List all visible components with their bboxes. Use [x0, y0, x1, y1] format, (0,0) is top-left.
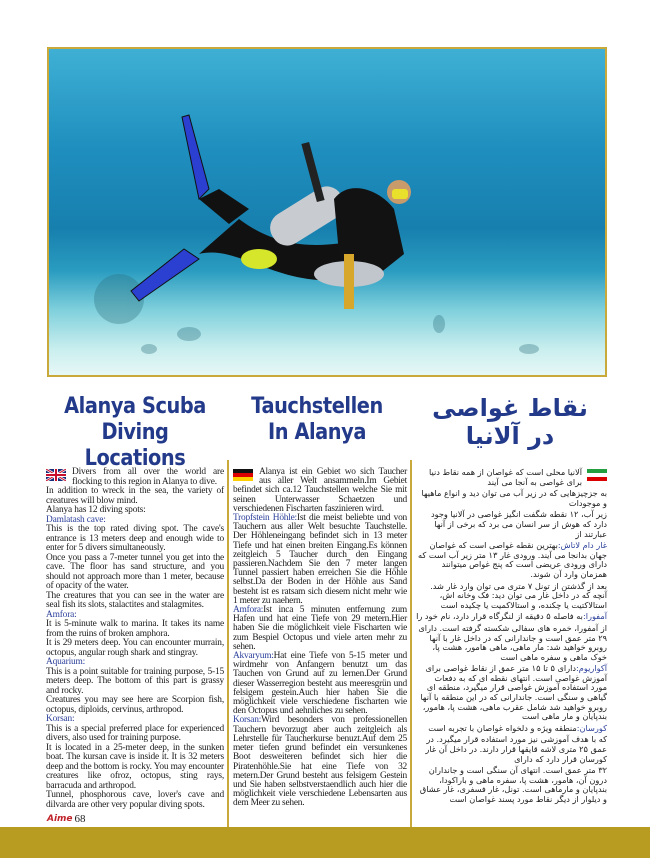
heading-line: Alanya Scuba: [64, 394, 206, 419]
location-subheading: Amfora:: [233, 605, 264, 616]
location-subheading: کورسان:: [576, 722, 607, 733]
page-number: 68: [74, 813, 86, 825]
paragraph: [46, 554, 224, 592]
paragraph-text: از آمفورا، خمره های سفالی شکسته گرفته است. دارای ۲۹ متر عمق است و جاندارانی که در داخل غار با آنها روبرو خواهید شد: مار ماهی، ماهی هامور، هشت پا، خوک ماهی و سفره ماهی است: [418, 622, 607, 662]
iran-flag-icon: [587, 469, 607, 481]
paragraph-text: This is a special preferred place for experienced divers, also used for training purpose.: [46, 723, 224, 743]
paragraph: [233, 514, 407, 606]
paragraph-text: به جزچیزهایی که در زیر آب می توان دید و انواع ماهیها و موجودات: [421, 488, 607, 508]
paragraph-text: ۳۲ متر عمق است. انتهای آن سنگی است و جانداران درون آن، هامور، هشت پا، سفره ماهی و باراکودا، بندپایان و مارماهی است. تونل، غار فسفری، غار عشاق و دیلوار از دیگر نقاط مورد پسند غواصان است: [419, 765, 607, 804]
paragraph-text: به فاصله ۵ دقیقه از لنگرگاه قرار دارد، نام خود را: [416, 611, 583, 622]
column-divider: [410, 460, 412, 828]
paragraph: [416, 664, 607, 722]
paragraph: [233, 606, 407, 652]
location-subheading: آکواریوم:: [576, 663, 607, 674]
paragraph: [46, 468, 224, 487]
paragraph: [46, 592, 224, 611]
paragraph: [416, 624, 607, 662]
heading-line: In Alanya: [268, 420, 366, 445]
paragraph: [416, 510, 607, 539]
diver-illustration: [49, 49, 605, 375]
paragraph: [46, 639, 224, 658]
column-divider: [227, 460, 229, 828]
paragraph-text: آلانیا محلی است که غواصان از همه نقاط دنیا برای غواصی به آنجا می آیند: [429, 467, 582, 487]
heading-line: Diving Locations: [84, 420, 186, 471]
paragraph-text: دارای ۵ تا ۱۵ متر عمق از نقاط غواصی برای آموزش غواصی است. انتهای نقطه ای که به دفعات مورد استفاده آموزش غواصی قرار میگیرد، منطقه ای گیاهی و سنگی است. جاندارانی که در این منطقه با آنها روبرو خواهید شد شامل عقرب ماهی، هشت پا، هامور، بندپایان و مار ماهی است: [420, 663, 607, 722]
heading-line: نقاط غواصی: [432, 394, 588, 422]
paragraph-text: It is 29 meters deep. You can encounter murrain, octopus, angular rough shark and stingray.: [46, 638, 224, 658]
paragraph: [46, 744, 224, 792]
paragraph: [233, 716, 407, 808]
uk-flag-icon: [46, 469, 66, 481]
location-subheading: آمفورا:: [582, 611, 607, 622]
paragraph-text: Alanya has 12 diving spots:: [46, 505, 146, 515]
paragraph-text: The creatures that you can see in the water are seal fish its slots, stalactites and stalagmites.: [46, 590, 224, 610]
paragraph-text: Wird besonders von professionellen Tauchern bevorzugt aber auch zeitgleich als Lehrstelle für Taucherkurse benuzt.Auf dem 25 meter tiefen grund befindet ein versunkenes Boot desweiteren befindet sich hier die Piratenhöhle.Sie hat eine Tiefe von 32 metern.Der Grund besteht aus felsigem Gestein und Sie haben selbstverstaendlich auch hier die möglichkeit viele verschiedene Lebensarten aus dem Meer zu sehen.: [233, 715, 407, 809]
paragraph: [233, 652, 407, 716]
paragraph: [46, 791, 224, 810]
paragraph-text: Creatures you may see here are Scorpion fish, octopus, diploids, cervinus, arthropod.: [46, 695, 224, 715]
paragraph: [46, 620, 224, 639]
heading-line: در آلانیا: [465, 422, 555, 450]
paragraph: [416, 766, 607, 804]
location-subheading: غار دام لاتاش:: [557, 540, 607, 551]
paragraph: [416, 735, 607, 764]
paragraph-text: که با هدف آموزشی نیز مورد استفاده قرار میگیرد. در عمق ۲۵ متری لاشه قایقها قرار دارند. در داخل آن غار کورسان قرار دارد که دارای: [425, 734, 607, 764]
paragraph-text: It is 5-minute walk to marina. It takes its name from the ruins of broken amphora.: [46, 619, 224, 639]
paragraph-text: بعد از گذشتن از تونل ۷ متری می توان وارد غار شد. آنچه که در داخل غار می توان دید: فک وخانه اش، استالاکتیت یا چکنده، و استالاکمیت یا چکیده است: [430, 580, 607, 610]
paragraph-text: In addition to wreck in the sea, the variety of creatures will blow mind.: [46, 486, 224, 506]
german-flag-icon: [233, 469, 253, 481]
heading-line: Tauchstellen: [251, 394, 383, 419]
heading-persian: [415, 394, 605, 450]
paragraph: [416, 468, 607, 487]
paragraph: [416, 541, 607, 579]
location-subheading: Tropfstein Höhle:: [233, 513, 297, 524]
paragraph: [416, 612, 607, 622]
paragraph: [46, 525, 224, 554]
english-column: [46, 468, 224, 810]
magazine-logo: Aime: [47, 814, 73, 824]
paragraph: [46, 668, 224, 697]
diver-photo: [47, 47, 607, 377]
paragraph-text: بهترین نقطه غواصی است که غواصان جهان بدانجا می آیند. ورودی غار ۱۳ متر زیر آب است که دارای ورودی عریضی است که پنج غواص میتوانند همزمان وارد آن شوند.: [417, 540, 607, 579]
paragraph-text: Divers from all over the world are flocking to this region in Alanya to dive.: [72, 467, 224, 487]
persian-column: [416, 468, 607, 807]
location-subheading: Korsan:: [233, 715, 262, 726]
paragraph-text: منطقه ویژه و دلخواه غواصان با تجربه است: [428, 722, 577, 733]
location-subheading: Aquarium:: [46, 657, 86, 667]
footer-band: [0, 827, 650, 858]
paragraph-text: Alanya ist ein Gebiet wo sich Taucher aus aller Welt ansammeln.Im Gebiet befindet sich ca.12 Tauchstellen welche Sie mit seinen Unterwasser Schaetzen und verschiedenen Fischarten faszinieren wird.: [233, 467, 407, 514]
heading-german: [233, 394, 400, 446]
paragraph-text: This is a point suitable for training purpose, 5-15 meters deep. The bottom of this part is grassy and rocky.: [46, 666, 224, 696]
location-subheading: Akvaryum:: [233, 651, 274, 662]
location-subheading: Amfora:: [46, 609, 77, 620]
heading-english: [51, 394, 218, 472]
page-footer: [47, 813, 86, 826]
location-subheading: Korsan:: [46, 714, 75, 724]
paragraph-text: Ist inca 5 minuten entfernung zum Hafen und hat eine Tiefe von 29 metern.Hier haben Sie die möglichkeit viele Fischarten wie zum Bespiel Octopus und viele arten mehr zu sehen.: [233, 605, 407, 652]
paragraph-text: Hat eine Tiefe von 5-15 meter und wirdmehr von Anfangern benutzt um das Tauchen von Grund auf zu lernen.Der Grund dieser Wasserregion besteht aus meeresgrün und felsigem gestein.Auch hier haben Sie die möglichkeit viele verschiedene fischarten wie den Octopus und aehnliches zu sehen.: [233, 651, 407, 717]
paragraph: [233, 468, 407, 514]
paragraph: [416, 489, 607, 508]
paragraph-text: It is located in a 25-meter deep, in the sunken boat. The kursan cave is inside it. It is 32 meters deep and the bottom is rocky. You may encounter creatures like ofroz, octopus, sting rays, barracuda and arthropod.: [46, 742, 224, 791]
paragraph-text: زیر آب، ۱۲ نقطه شگفت انگیز غواصی در آلانیا وجود دارد که هوش از سر انسان می برد که برخی از آنها عبارتند از: [430, 509, 607, 539]
paragraph: [416, 582, 607, 611]
paragraph: [416, 724, 607, 734]
paragraph: [46, 725, 224, 744]
paragraph-text: Once you pass a 7-meter tunnel you get into the cave. The floor has sand structure, and you should not approach more than 1 meter, because of opacity of the water.: [46, 552, 224, 591]
german-column: [233, 468, 407, 809]
paragraph-text: Tunnel, phosphorous cave, lover's cave and dilvarda are other very popular diving spots.: [46, 790, 224, 810]
paragraph: [46, 696, 224, 715]
location-subheading: Damlatash cave:: [46, 514, 106, 525]
paragraph-text: Ist die meist beliebte und von Tauchern aus aller Welt besuchte Tauchstelle. Der Höhleneingang befindet sich in 13 meter Tiefe und hat einen breiten Eingang.Es können zeitgleich 5 Taucher durch den Eingang passieren.Nachdem Sie den 7 meter langen Tunnel passiert haben erreichen Sie die Höhle selbst.Da der Boden in der Höhle aus Sand besteht ist es ratsam sich diesem nicht mehr wie 1 meter zu naehern.: [233, 513, 407, 606]
paragraph-text: This is the top rated diving spot. The cave's entrance is 13 meters deep and enough wide to enter for 5 divers simultaneously.: [46, 524, 224, 553]
paragraph: [46, 487, 224, 506]
